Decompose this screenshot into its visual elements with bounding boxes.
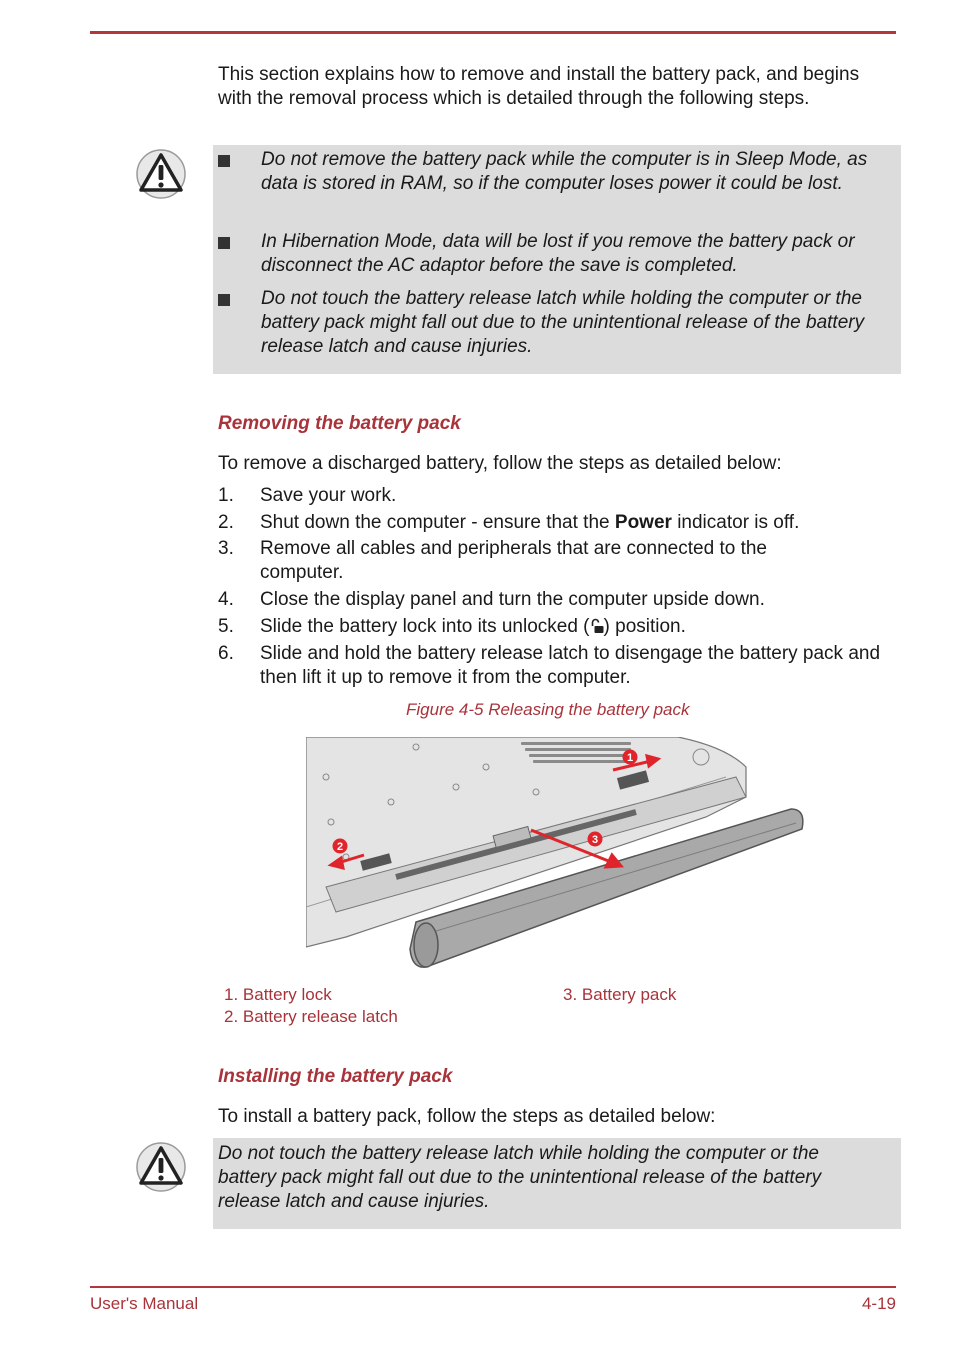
list-item [218,537,898,588]
bullet-square [218,237,230,249]
warning-note-box [213,145,901,374]
step-text: Save your work. [260,485,397,506]
callout-3: 3 [591,834,599,846]
header-rule [90,31,896,34]
legend-battery-release-latch: 2. Battery release latch [224,1007,398,1026]
bullet-square [218,294,230,306]
step-number: 4. [218,589,234,610]
step-text-part: Shut down the computer - ensure that the [260,512,615,533]
battery-removal-illustration [306,737,804,969]
step-text: Close the display panel and turn the computer upside down. [260,589,765,610]
footer-rule [90,1286,896,1288]
installing-lead: To install a battery pack, follow the steps as detailed below: [218,1106,716,1127]
step-number: 5. [218,616,234,637]
step-text-part: ) position. [603,616,686,637]
warning-text: Do not touch the battery release latch while holding the computer or the battery pack might fall out due to the unintentional release of the battery release latch and cause injuries. [261,288,865,357]
list-item [218,642,898,692]
warning-triangle-icon [136,149,186,199]
step-text [260,615,898,639]
step-number: 1. [218,485,234,506]
legend-battery-pack: 3. Battery pack [563,985,677,1004]
callout-1: 1 [626,752,634,764]
list-item [218,588,898,615]
step-text: Remove all cables and peripherals that are connected to the computer. [260,538,767,583]
removing-lead: To remove a discharged battery, follow the steps as detailed below: [218,453,782,474]
step-number: 3. [218,538,234,559]
step-number: 6. [218,643,234,664]
callout-2: 2 [336,841,344,853]
warning-triangle-icon [136,1142,186,1192]
power-label: Power [614,512,672,533]
section-heading-removing: Removing the battery pack [218,413,461,434]
footer-manual-title: User's Manual [90,1294,199,1313]
list-item [218,511,898,537]
step-text-part: indicator is off. [671,512,800,533]
step-text: Slide and hold the battery release latch to disengage the battery pack and then lift it up to remove it from the computer. [260,643,881,688]
list-item [218,484,898,511]
removal-steps-list [218,484,898,692]
warning-note-box [213,1138,901,1229]
warning-text: Do not remove the battery pack while the computer is in Sleep Mode, as data is stored in RAM, so if the computer loses power it could be lost. [261,149,868,194]
step-text-part: Slide the battery lock into its unlocked ( [260,616,590,637]
warning-text: In Hibernation Mode, data will be lost if you remove the battery pack or disconnect the AC adaptor before the save is completed. [261,231,855,276]
intro-paragraph: This section explains how to remove and install the battery pack, and begins with the removal process which is detailed through the following steps. [218,64,860,109]
step-text [260,511,898,535]
footer-page-number: 4-19 [861,1294,896,1313]
list-item [218,615,898,642]
figure-caption: Figure 4-5 Releasing the battery pack [406,700,690,719]
legend-battery-lock: 1. Battery lock [224,985,332,1004]
unlocked-padlock-icon [590,618,604,634]
step-number: 2. [218,512,234,533]
section-heading-installing: Installing the battery pack [218,1066,453,1087]
bullet-square [218,155,230,167]
warning-text: Do not touch the battery release latch while holding the computer or the battery pack might fall out due to the unintentional release of the battery release latch and cause injuries. [218,1143,822,1212]
